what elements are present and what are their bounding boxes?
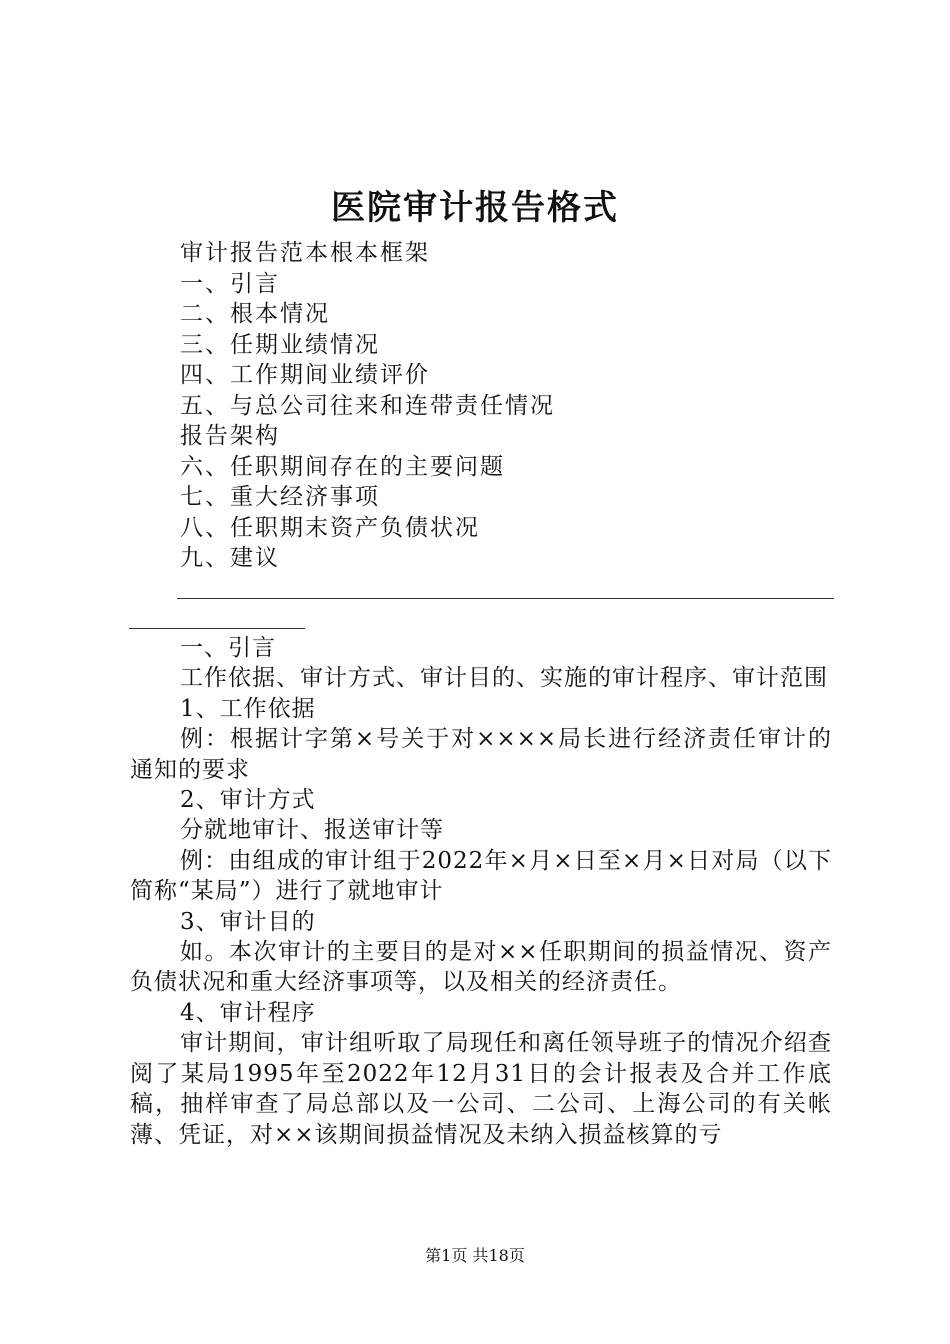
outline-item: 八、任职期末资产负债状况 [180, 514, 480, 541]
outline-item: 五、与总公司往来和连带责任情况 [180, 392, 555, 419]
paragraph: 一、引言 [180, 635, 276, 661]
page-total: 共18页 [472, 1246, 525, 1265]
page-title: 医院审计报告格式 [331, 188, 619, 228]
page-number: 第1页 [425, 1246, 468, 1265]
paragraph: 例：根据计字第×号关于对××××局长进行经济责任审计的通知的要求 [130, 726, 832, 783]
paragraph: 审计期间，审计组听取了局现任和离任领导班子的情况介绍查阅了某局1995年至2022年12月31日的会计报表及合并工作底稿，抽样审查了局总部以及一公司、二公司、上海公司的有关帐薄、凭证，对××该期间损益情况及未纳入损益核算的亏 [130, 1030, 832, 1148]
outline-list [180, 238, 555, 574]
paragraph: 例：由组成的审计组于2022年×月×日至×月×日对局（以下简称“某局”）进行了就地审计 [130, 847, 832, 905]
paragraph: 分就地审计、报送审计等 [180, 817, 444, 844]
divider-short [129, 628, 305, 629]
paragraph: 如。本次审计的主要目的是对××任职期间的损益情况、资产负债状况和重大经济事项等，以及相关的经济责任。 [130, 939, 832, 996]
outline-item: 一、引言 [180, 270, 280, 297]
outline-item: 六、任职期间存在的主要问题 [180, 453, 505, 480]
outline-item: 九、建议 [180, 545, 280, 571]
paragraph: 1、工作依据 [180, 695, 316, 722]
paragraph: 4、审计程序 [180, 999, 316, 1026]
paragraph: 2、审计方式 [180, 787, 316, 814]
page-footer [0, 1245, 950, 1267]
outline-item: 二、根本情况 [180, 301, 330, 327]
body-text [130, 633, 832, 1150]
paragraph: 3、审计目的 [180, 908, 316, 935]
outline-item: 七、重大经济事项 [180, 484, 380, 510]
outline-item: 审计报告范本根本框架 [180, 240, 430, 266]
divider-long [177, 598, 834, 599]
outline-item: 报告架构 [180, 423, 280, 449]
outline-item: 三、任期业绩情况 [180, 331, 380, 358]
paragraph: 工作依据、审计方式、审计目的、实施的审计程序、审计范围 [180, 665, 828, 692]
outline-item: 四、工作期间业绩评价 [180, 362, 430, 388]
